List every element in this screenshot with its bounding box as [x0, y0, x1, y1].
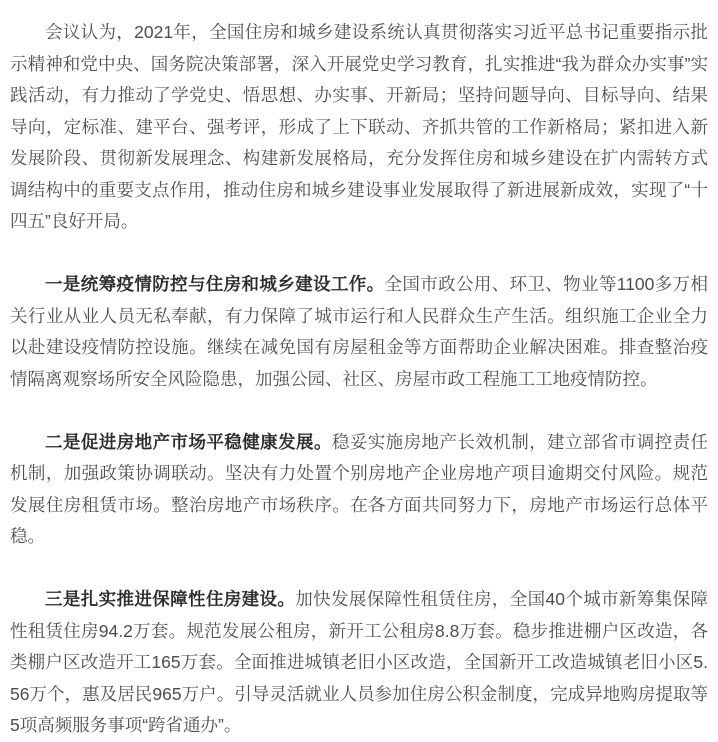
- paragraph-point-3-affordable-housing: [10, 584, 708, 742]
- paragraph-body-text: 稳妥实施房地产长效机制，建立部省市调控责任机制，加强政策协调联动。坚决有力处置个别房地产企业房地产项目逾期交付风险。规范发展住房租赁市场。整治房地产市场秩序。在各方面共同努力下，房地产市场运行总体平稳。: [10, 431, 709, 546]
- paragraph-lead: 二是促进房地产市场平稳健康发展。: [45, 431, 332, 452]
- paragraph-body-text: 会议认为，2021年，全国住房和城乡建设系统认真贯彻落实习近平总书记重要指示批示精神和党中央、国务院决策部署，深入开展党史学习教育，扎实推进“我为群众办实事”实践活动，有力推动了学党史、悟思想、办实事、开新局；坚持问题导向、目标导向、结果导向，定标准、建平台、强考评，形成了上下联动、齐抓共管的工作新格局；紧扣进入新发展阶段、贯彻新发展理念、构建新发展格局，充分发挥住房和城乡建设在扩内需转方式调结构中的重要支点作用，推动住房和城乡建设事业发展取得了新进展新成效，实现了“十四五”良好开局。: [10, 22, 708, 231]
- paragraph-lead: 三是扎实推进保障性住房建设。: [45, 589, 296, 609]
- paragraph-point-2-real-estate-market: [10, 427, 708, 553]
- paragraph-body-text: 全国市政公用、环卫、物业等1100多万相关行业从业人员无私奉献，有力保障了城市运行和人民群众生产生活。组织施工企业全力以赴建设疫情防控设施。继续在减免国有房屋租金等方面帮助企业解决困难。排查整治疫情隔离观察场所安全风险隐患，加强公园、社区、房屋市政工程施工工地疫情防控。: [10, 274, 708, 389]
- paragraph-meeting-overview: [10, 17, 708, 238]
- paragraph-point-1-epidemic-control: [10, 269, 708, 395]
- paragraph-lead: 一是统筹疫情防控与住房和城乡建设工作。: [45, 274, 385, 294]
- paragraph-body-text: 加快发展保障性租赁住房，全国40个城市新筹集保障性租赁住房94.2万套。规范发展公租房，新开工公租房8.8万套。稳步推进棚户区改造，各类棚户区改造开工165万套。全面推进城镇老旧小区改造，全国新开工改造城镇老旧小区5.56万个，惠及居民965万户。引导灵活就业人员参加住房公积金制度，完成异地购房提取等5项高频服务事项“跨省通办”。: [10, 589, 708, 735]
